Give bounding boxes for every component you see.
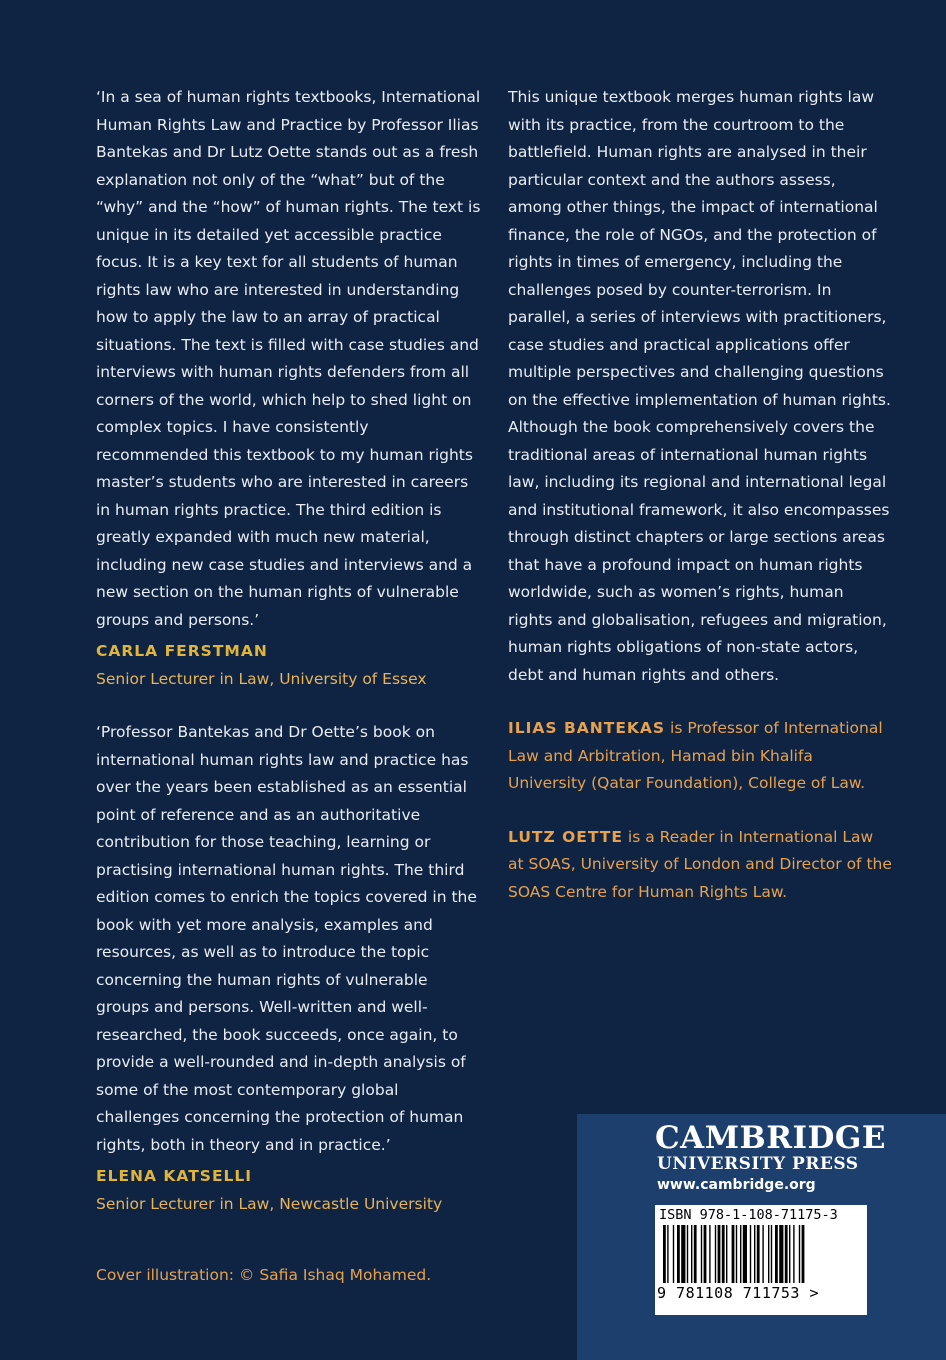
author-bio-text-1: is Professor of International Law and Arbitration, Hamad bin Khalifa University (Qatar Foundation), College of Law. xyxy=(508,719,883,792)
spacer xyxy=(508,798,892,824)
author-bio-2 xyxy=(508,824,892,907)
reviewer-name-1: CARLA FERSTMAN xyxy=(96,642,268,660)
spacer xyxy=(96,693,481,719)
isbn-text: ISBN 978-1-108-71175-3 xyxy=(659,1207,838,1223)
book-description: This unique textbook merges human rights law with its practice, from the courtroom to the battlefield. Human rights are analysed in their particular context and the authors assess, among other things, the impact of international finance, the role of NGOs, and the protection of rights in times of emergency, including the challenges posed by counter-terrorism. In parallel, a series of interviews with practitioners, case studies and practical applications offer multiple perspectives and challenging questions on the effective implementation of human rights. Although the book comprehensively covers the traditional areas of international human rights law, including its regional and international legal and institutional framework, it also encompasses through distinct chapters or large sections areas that have a profound impact on human rights worldwide, such as women’s rights, human rights and globalisation, refugees and migration, human rights obligations of non-state actors, debt and human rights and others. xyxy=(508,88,891,684)
cover-credit: Cover illustration: © Safia Ishaq Mohamed. xyxy=(96,1266,432,1284)
right-column xyxy=(508,84,892,906)
barcode-number: 9 781108 711753 > xyxy=(657,1284,820,1302)
author-name-1: ILIAS BANTEKAS xyxy=(508,719,666,737)
review-quote-1: ‘In a sea of human rights textbooks, International Human Rights Law and Practice by Professor Ilias Bantekas and Dr Lutz Oette stands out as a fresh explanation not only of the “what” but of the “why” and the “how” of human rights. The text is unique in its detailed yet accessible practice focus. It is a key text for all students of human rights law who are interested in understanding how to apply the law to an array of practical situations. The text is filled with case studies and interviews with human rights defenders from all corners of the world, which help to shed light on complex topics. I have consistently recommended this textbook to my human rights master’s students who are interested in careers in human rights practice. The third edition is greatly expanded with much new material, including new case studies and interviews and a new section on the human rights of vulnerable groups and persons.’ xyxy=(96,88,481,629)
author-name-2: LUTZ OETTE xyxy=(508,827,623,846)
publisher-website[interactable]: www.cambridge.org xyxy=(657,1177,816,1193)
review-quote-2: ‘Professor Bantekas and Dr Oette’s book on international human rights law and practice has over the years been established as an essential point of reference and as an authoritative contribution for those teaching, learning or practising international human rights. The third edition comes to enrich the topics covered in the book with yet more analysis, examples and resources, as well as to introduce the topic concerning the human rights of vulnerable groups and persons. Well-written and well-researched, the book succeeds, once again, to provide a well-rounded and in-depth analysis of some of the most contemporary global challenges concerning the protection of human rights, both in theory and in practice.’ xyxy=(96,723,477,1154)
publisher-subtitle: UNIVERSITY PRESS xyxy=(657,1154,859,1174)
publisher-name: CAMBRIDGE xyxy=(655,1120,886,1156)
publisher-panel xyxy=(577,1114,946,1360)
barcode-label xyxy=(655,1205,867,1315)
barcode-icon xyxy=(659,1225,863,1283)
reviewer-name-2: ELENA KATSELLI xyxy=(96,1167,253,1185)
spacer xyxy=(508,689,892,715)
reviewer-affiliation-2: Senior Lecturer in Law, Newcastle University xyxy=(96,1194,443,1213)
reviewer-affiliation-1: Senior Lecturer in Law, University of Essex xyxy=(96,669,427,688)
author-bio-1 xyxy=(508,715,892,798)
author-bio-text-2: is a Reader in International Law at SOAS, University of London and Director of the SOAS Centre for Human Rights Law. xyxy=(508,827,892,901)
left-column xyxy=(96,84,481,1218)
